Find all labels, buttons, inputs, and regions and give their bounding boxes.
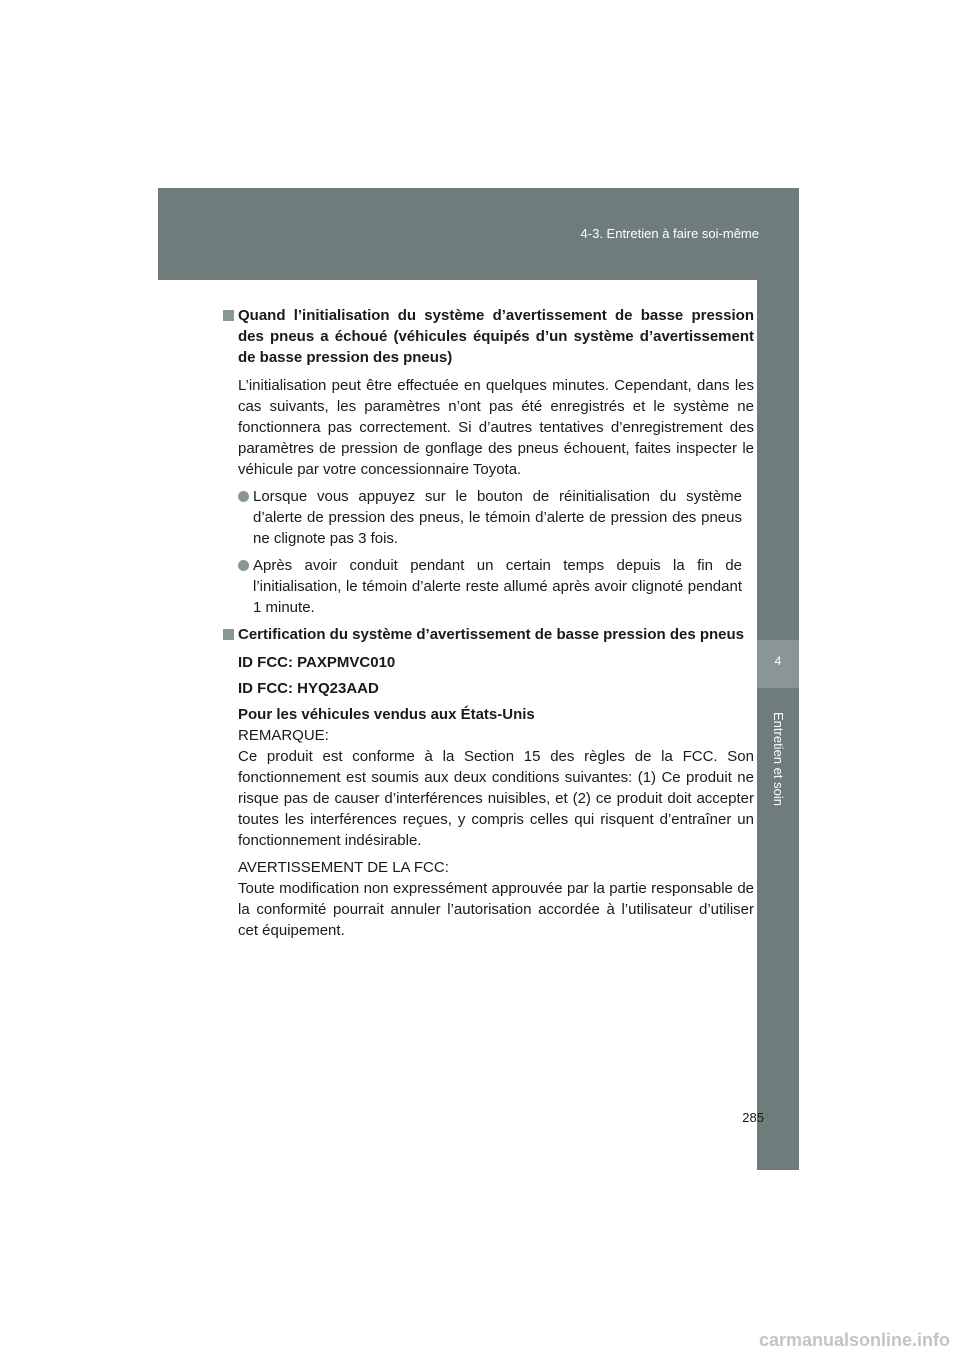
- bullet-item: [220, 555, 754, 618]
- section-title-text: Quand l’initialisation du système d’avertissement de basse pression des pneus a échoué (véhicules équipés d’un système d’avertissement de basse pression des pneus): [238, 307, 754, 366]
- fcc-id-line: ID FCC: HYQ23AAD: [238, 680, 379, 697]
- remarque-text: Ce produit est conforme à la Section 15 des règles de la FCC. Son fonctionnement est soumis aux deux conditions suivantes: (1) Ce produit ne risque pas de causer d’interférences nuisibles, et (2) ce produit doit accepter toutes les interférences reçues, y compris celles qui risquent d’entraîner un fonctionnement indésirable.: [238, 748, 754, 849]
- bullet-text: Lorsque vous appuyez sur le bouton de réinitialisation du système d’alerte de pression des pneus, le témoin d’alerte de pression des pneus ne clignote pas 3 fois.: [253, 488, 742, 547]
- fcc-id-line: ID FCC: PAXPMVC010: [238, 654, 396, 671]
- chapter-number: 4: [774, 654, 782, 668]
- side-tab: [757, 280, 799, 1170]
- fcc-warning-label: AVERTISSEMENT DE LA FCC:: [238, 859, 449, 876]
- page-number: 285: [742, 1110, 764, 1125]
- section-square-icon: [223, 629, 234, 640]
- watermark: carmanualsonline.info: [758, 1330, 950, 1350]
- header-band: [158, 188, 799, 280]
- fcc-warning-text: Toute modification non expressément approuvée par la partie responsable de la conformité pourrait annuler l’autorisation accordée à l’utilisateur d’utiliser cet équipement.: [238, 880, 754, 939]
- page-content: [220, 305, 754, 947]
- bullet-item: [220, 486, 754, 549]
- section-title-text: Certification du système d’avertissement de basse pression des pneus: [238, 626, 745, 643]
- us-vehicles-heading: Pour les véhicules vendus aux États-Unis: [238, 706, 535, 723]
- chapter-label: Entretien et soin: [771, 712, 786, 806]
- bullet-circle-icon: [238, 560, 249, 571]
- chapter-number-box: [757, 640, 799, 688]
- section-header: 4-3. Entretien à faire soi-même: [580, 226, 759, 241]
- section-body: L’initialisation peut être effectuée en quelques minutes. Cependant, dans les cas suivants, les paramètres n’ont pas été enregistrés et le système ne fonctionnera pas correctement. Si d’autres tentatives d’enregistrement des paramètres de pression de gonflage des pneus échouent, faites inspecter le véhicule par votre concessionnaire Toyota.: [238, 377, 754, 478]
- section-title-initialization-failed: [220, 305, 754, 368]
- section-title-certification: [220, 624, 754, 645]
- section-square-icon: [223, 310, 234, 321]
- bullet-text: Après avoir conduit pendant un certain temps depuis la fin de l’initialisation, le témoin d’alerte reste allumé après avoir clignoté pendant 1 minute.: [253, 557, 742, 616]
- bullet-circle-icon: [238, 491, 249, 502]
- remarque-label: REMARQUE:: [238, 727, 329, 744]
